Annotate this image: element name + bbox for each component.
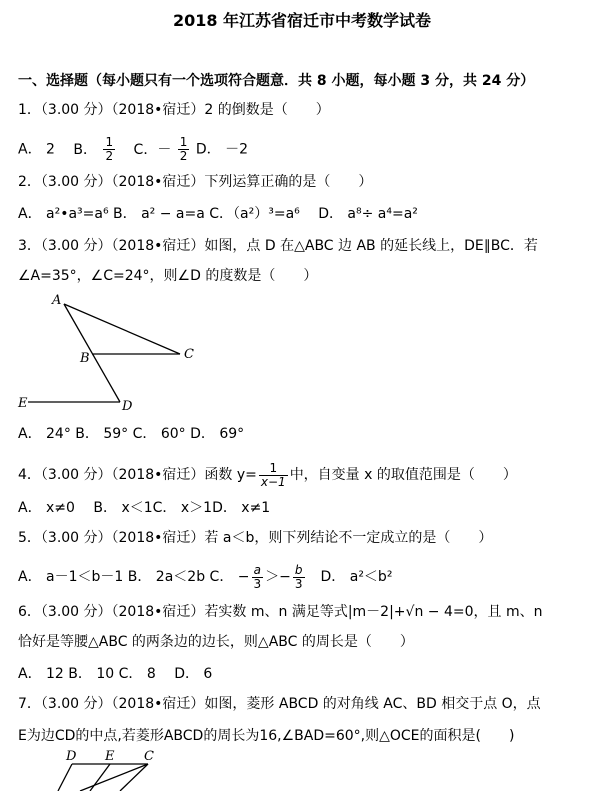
label-e: E: [18, 396, 28, 411]
q1-stem: 1．（3.00 分）（2018•宿迁）2 的倒数是（ ）: [18, 102, 330, 118]
q4-stem: 4．（3.00 分）（2018•宿迁）函数 y= $\frac{1}{x-1}$ 中，自变量 x 的取值范围是（ ）: [18, 460, 517, 489]
label-d: D: [66, 749, 77, 764]
q3-triangle-figure: [14, 292, 214, 420]
q1-option-d: D． －2: [195, 141, 249, 158]
segment-ad: [64, 304, 120, 402]
page-title: 2018 年江苏省宿迁市中考数学试卷: [172, 11, 432, 30]
segment-eo: [90, 764, 110, 791]
q1-option-a: A． 2: [18, 141, 55, 158]
q1-option-c: C．－ $\frac{1}{2}$: [133, 135, 188, 163]
q3-stem-line1: 3．（3.00 分）（2018•宿迁）如图，点 D 在△ABC 边 AB 的延长线上，DE∥BC．若: [18, 238, 538, 254]
segment-ac: [64, 304, 180, 354]
q6-stem-line1: 6．（3.00 分）（2018•宿迁）若实数 m、n 满足等式|m－2|+√n − 4=0，且 m、n: [18, 604, 543, 620]
segment-cb: [120, 764, 148, 791]
q1-c-fraction: $\frac{1}{2}$: [179, 135, 188, 163]
q1-option-b: B． $\frac{1}{2}$: [73, 135, 114, 163]
q5-c-fraction-b: $\frac{b}{3}$: [294, 562, 303, 591]
q5-options: A． a－1＜b－1 B． 2a＜2b C． − $\frac{a}{3}$ ＞− $\frac{b}{3}$ D． a²＜b²: [18, 562, 393, 591]
q4-fraction: $\frac{1}{x-1}$: [260, 460, 286, 489]
q7-rhombus-figure: [50, 748, 180, 791]
q1-b-fraction: $\frac{1}{2}$: [105, 135, 114, 163]
q7-stem-line1: 7．（3.00 分）（2018•宿迁）如图，菱形 ABCD 的对角线 AC、BD 相交于点 O，点: [18, 696, 541, 712]
label-c: C: [144, 749, 154, 764]
label-e: E: [105, 749, 115, 764]
q3-stem-line2: ∠A=35°，∠C=24°，则∠D 的度数是（ ）: [18, 268, 318, 284]
segment-diagonal: [80, 764, 148, 791]
q7-stem-line2: E为边CD的中点,若菱形ABCD的周长为16,∠BAD=60°,则△OCE的面积是( ): [18, 728, 515, 744]
q2-stem: 2．（3.00 分）（2018•宿迁）下列运算正确的是（ ）: [18, 174, 373, 190]
q3-options: A． 24° B． 59° C． 60° D． 69°: [18, 426, 245, 442]
q5-c-fraction-a: $\frac{a}{3}$: [253, 562, 262, 591]
q1-options: [18, 136, 248, 163]
label-b: B: [80, 351, 90, 366]
q4-options: A． x≠0 B． x＜1C． x＞1D． x≠1: [18, 500, 271, 516]
section-heading: 一、选择题（每小题只有一个选项符合题意．共 8 小题，每小题 3 分，共 24 分）: [18, 73, 535, 89]
segment-da: [58, 764, 72, 791]
q5-stem: 5．（3.00 分）（2018•宿迁）若 a＜b，则下列结论不一定成立的是（ ）: [18, 530, 493, 546]
q6-options: A． 12 B． 10 C． 8 D． 6: [18, 666, 213, 682]
label-a: A: [52, 293, 62, 308]
label-d: D: [122, 399, 133, 414]
label-c: C: [184, 347, 194, 362]
q6-stem-line2: 恰好是等腰△ABC 的两条边的边长，则△ABC 的周长是（ ）: [18, 634, 414, 650]
q2-options: A． a²•a³=a⁶ B． a² − a=a C．（a²）³=a⁶ D． a⁸÷ a⁴=a²: [18, 206, 418, 222]
